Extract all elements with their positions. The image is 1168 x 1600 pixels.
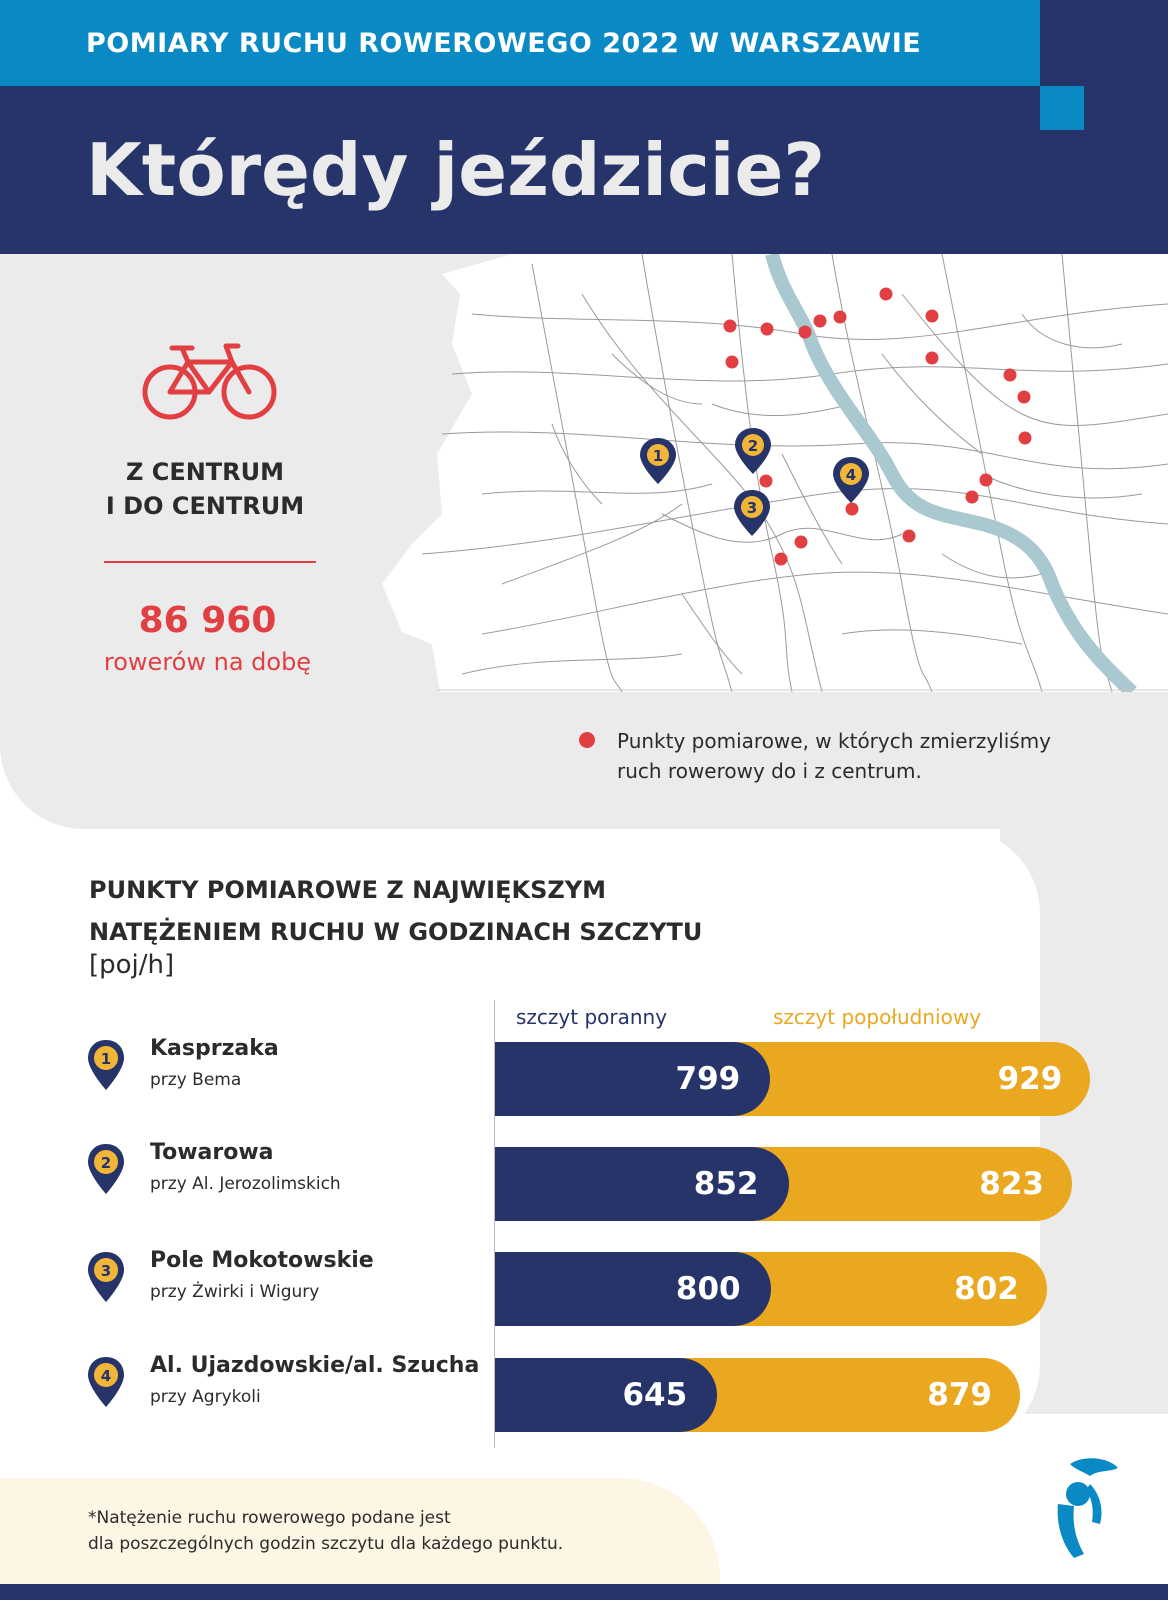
series-label-afternoon: szczyt popołudniowy <box>773 1005 982 1029</box>
summary-label-line2: I DO CENTRUM <box>105 492 305 520</box>
measurement-point <box>903 530 916 543</box>
headline: Którędy jeździcie? <box>86 128 826 212</box>
measurement-point <box>1018 391 1031 404</box>
measurement-point <box>966 491 979 504</box>
bar-label-morning: 852 <box>693 1166 759 1202</box>
summary-label-line1: Z CENTRUM <box>125 458 285 486</box>
location-sub: przy Al. Jerozolimskich <box>150 1174 341 1194</box>
bar-label-afternoon: 823 <box>979 1166 1045 1202</box>
measurement-point <box>846 503 859 516</box>
location-pin-icon <box>86 1250 126 1304</box>
total-count: 86 960 <box>138 600 277 641</box>
location-name: Al. Ujazdowskie/al. Szucha <box>150 1353 480 1378</box>
measurement-point <box>880 288 893 301</box>
divider <box>104 561 316 563</box>
bar-label-morning: 799 <box>675 1061 741 1097</box>
svg-text:4: 4 <box>845 466 857 484</box>
bar-label-morning: 645 <box>622 1377 688 1413</box>
location-name: Kasprzaka <box>150 1036 279 1061</box>
svg-text:1: 1 <box>652 447 664 465</box>
total-unit: rowerów na dobę <box>103 648 312 676</box>
footnote-line2: dla poszczególnych godzin szczytu dla każdego punktu. <box>88 1534 564 1554</box>
section-title-line2: NATĘŻENIEM RUCHU W GODZINACH SZCZYTU <box>89 918 703 946</box>
svg-text:4: 4 <box>100 1367 112 1385</box>
bicycle-icon <box>142 340 278 422</box>
map-legend-line1: Punkty pomiarowe, w których zmierzyliśmy <box>617 729 1052 753</box>
zakochaj-sie-w-warszawie-logo <box>1040 1454 1150 1564</box>
svg-text:1: 1 <box>100 1050 112 1068</box>
svg-text:2: 2 <box>100 1154 112 1172</box>
location-pin-icon <box>86 1355 126 1409</box>
measurement-point <box>980 474 993 487</box>
footnote <box>88 1505 563 1557</box>
summary-label <box>100 455 310 523</box>
measurement-point <box>724 320 737 333</box>
svg-text:3: 3 <box>100 1262 112 1280</box>
svg-text:3: 3 <box>746 499 758 517</box>
location-pin-icon <box>86 1142 126 1196</box>
map-land <box>382 254 1168 692</box>
measurement-point <box>834 311 847 324</box>
measurement-point <box>926 310 939 323</box>
measurement-point <box>814 315 827 328</box>
measurement-point <box>795 536 808 549</box>
measurement-point <box>1019 432 1032 445</box>
bar-label-afternoon: 802 <box>954 1271 1019 1307</box>
measurement-point <box>726 356 739 369</box>
bar-label-afternoon: 929 <box>997 1061 1063 1097</box>
svg-text:2: 2 <box>747 437 759 455</box>
location-name: Towarowa <box>150 1140 274 1165</box>
location-name: Pole Mokotowskie <box>150 1248 374 1273</box>
measurement-point <box>799 326 812 339</box>
kicker-title: POMIARY RUCHU ROWEROWEGO 2022 W WARSZAWIE <box>86 28 922 59</box>
measurement-point <box>775 553 788 566</box>
location-sub: przy Agrykoli <box>150 1387 261 1407</box>
corner-block <box>1040 0 1168 86</box>
bar-label-afternoon: 879 <box>927 1377 992 1413</box>
location-sub: przy Żwirki i Wigury <box>150 1282 320 1302</box>
unit-label: [poj/h] <box>89 950 175 980</box>
measurement-point <box>761 323 774 336</box>
map-legend <box>617 726 1067 786</box>
map-legend-line2: ruch rowerowy do i z centrum. <box>617 759 922 783</box>
accent-square <box>1040 86 1084 130</box>
measurement-point <box>926 352 939 365</box>
series-label-morning: szczyt poranny <box>516 1005 668 1029</box>
bar-label-morning: 800 <box>675 1271 741 1307</box>
section-title-line1: PUNKTY POMIAROWE Z NAJWIĘKSZYM <box>89 876 607 904</box>
footnote-line1: *Natężenie ruchu rowerowego podane jest <box>88 1508 451 1528</box>
city-map <box>382 254 1168 692</box>
location-pin-icon <box>86 1038 126 1092</box>
location-sub: przy Bema <box>150 1070 242 1090</box>
legend-dot-icon <box>579 732 595 748</box>
measurement-point <box>760 475 773 488</box>
bottom-bar <box>0 1584 1168 1600</box>
measurement-point <box>1004 369 1017 382</box>
section-title <box>89 869 789 953</box>
